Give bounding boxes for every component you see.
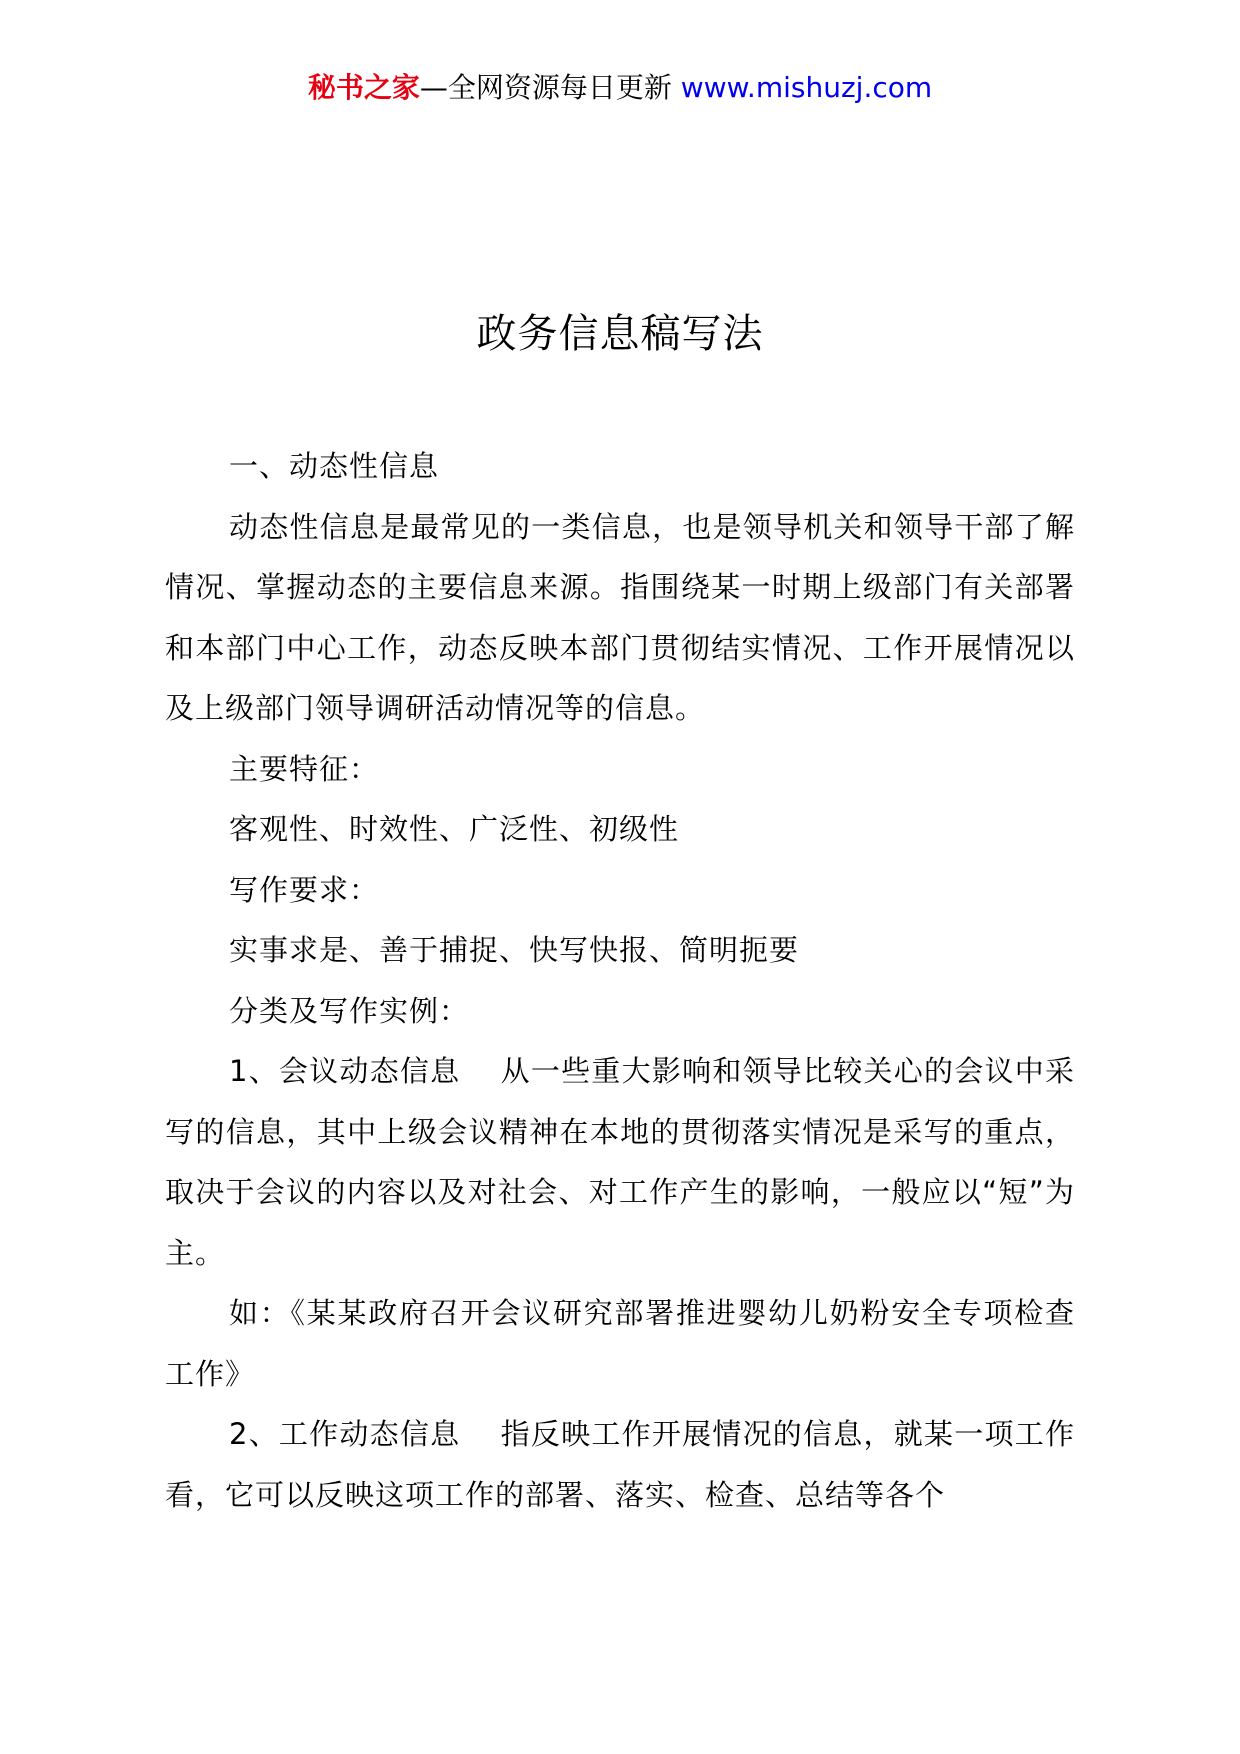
features-label: 主要特征： [229, 751, 380, 786]
website-link[interactable]: www.mishuzj.com [680, 71, 933, 104]
examples-label: 分类及写作实例： [229, 993, 470, 1028]
item-work-title: 2、工作动态信息 [229, 1417, 461, 1451]
document-body [165, 436, 1075, 1525]
intro-paragraph: 动态性信息是最常见的一类信息，也是领导机关和领导干部了解情况、掌握动态的主要信息来源。指围绕某一时期上级部门有关部署和本部门中心工作，动态反映本部门贯彻结实情况、工作开展情况以及上级部门领导调研活动情况等的信息。 [165, 509, 1075, 725]
brand-name: 秘书之家 [307, 71, 420, 104]
features-list: 客观性、时效性、广泛性、初级性 [229, 812, 680, 846]
item-work-text: 指反映工作开展情况的信息，就某一项工作看，它可以反映这项工作的部署、落实、检查、总结等各个 [165, 1417, 1075, 1512]
item-meeting-title: 1、会议动态信息 [229, 1054, 461, 1088]
item-meeting-example: 如：《某某政府召开会议研究部署推进婴幼儿奶粉安全专项检查工作》 [165, 1296, 1075, 1391]
requirements-list: 实事求是、善于捕捉、快写快报、简明扼要 [229, 933, 800, 967]
section-heading: 一、动态性信息 [229, 449, 440, 483]
document-title: 政务信息稿写法 [476, 311, 764, 357]
item-meeting-paragraph [165, 1041, 1075, 1283]
item-work-paragraph [165, 1404, 1075, 1525]
header-tagline: —全网资源每日更新 [419, 71, 672, 104]
item-meeting-text: 从一些重大影响和领导比较关心的会议中采写的信息，其中上级会议精神在本地的贯彻落实情况是采写的重点，取决于会议的内容以及对社会、对工作产生的影响，一般应以“短”为主。 [165, 1054, 1075, 1270]
page-header [0, 68, 1240, 108]
requirements-label: 写作要求： [229, 872, 380, 907]
